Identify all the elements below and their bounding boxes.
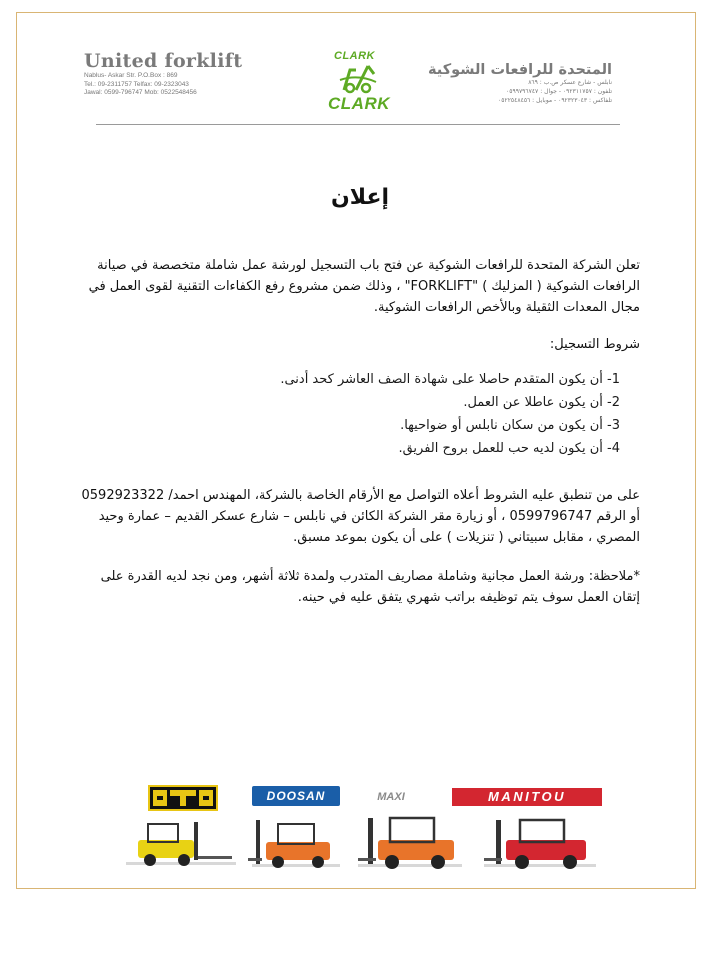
contact-paragraph — [70, 485, 640, 548]
address-arabic-line: نابلس - شارع عسكر ص.ب : ٨٦٩ — [528, 79, 612, 86]
condition-item: 2- أن يكون عاطلا عن العمل. — [463, 395, 620, 410]
forklift-yellow-icon — [120, 818, 240, 868]
address-english-line: Tel.: 09-2311757 Telfax: 09-2323043 — [84, 80, 189, 88]
condition-item: 3- أن يكون من سكان نابلس أو ضواحيها. — [400, 418, 620, 433]
condition-item: 4- أن يكون لديه حب للعمل بروح الفريق. — [398, 441, 620, 456]
manitou-logo: MANITOU — [452, 788, 602, 806]
address-arabic-line: تلفون : ٠٩٢٣١١٧٥٧ - جوال : ٠٥٩٩٧٩٦٧٤٧ — [506, 88, 612, 95]
clark-logo-text-top: CLARK — [334, 50, 375, 62]
contact-line: أو الرقم 0599796747 ، أو زيارة مقر الشركة الكائن في نابلس – شارع عسكر القديم – عمارة وحيد — [98, 509, 640, 524]
clark-emblem-icon — [336, 60, 380, 96]
conditions-heading-text: شروط التسجيل: — [549, 337, 640, 352]
maxi-logo: MAXI — [377, 791, 405, 803]
forklift-orange-small-icon — [248, 818, 344, 870]
note-line: إتقان العمل سوف يتم توظيفه براتب شهري يتفق عليه في حينه. — [297, 590, 640, 605]
intro-line: مجال المعدات الثقيلة وبالأخص الرافعات الشوكية. — [373, 300, 640, 315]
letterhead-english — [84, 50, 254, 98]
note-paragraph — [70, 566, 640, 608]
address-arabic-line: تلفاكس : ٠٩٢٣٢٣٠٤٣ - موبايل : ٠٥٢٢٥٤٨٤٥٦ — [498, 97, 612, 104]
clark-logo-text-bottom: CLARK — [328, 94, 390, 113]
company-name-english: United forklift — [84, 50, 243, 72]
intro-line: الرافعات الشوكية ( المزليك ) "FORKLIFT" ، وذلك ضمن مشروع رفع الكفاءات التقنية لقوى العمل في — [88, 279, 640, 294]
conditions-heading — [70, 334, 640, 355]
forklift-orange-large-icon — [354, 814, 466, 870]
conditions-list — [80, 368, 620, 460]
address-english-line: Jawal: 0599-796747 Mob: 0522548456 — [84, 89, 197, 96]
hyster-logo — [148, 785, 218, 811]
contact-line: على من تنطبق عليه الشروط أعلاه التواصل مع الأرقام الخاصة بالشركة، المهندس احمد/ 0592923322 — [81, 488, 640, 503]
forklift-red-icon — [480, 816, 600, 870]
hyster-emblem-icon — [150, 787, 216, 809]
note-line: *ملاحظة: ورشة العمل مجانية وشاملة مصاريف المتدرب ولمدة ثلاثة أشهر، ومن نجد لديه القدرة على — [100, 569, 640, 584]
doosan-logo: DOOSAN — [252, 786, 340, 806]
announcement-title: إعلان — [330, 185, 390, 210]
intro-line: تعلن الشركة المتحدة للرافعات الشوكية عن فتح باب التسجيل لورشة عمل شاملة متخصصة في صيانة — [97, 258, 640, 273]
letterhead-divider — [96, 124, 620, 125]
condition-item: 1- أن يكون المتقدم حاصلا على شهادة الصف العاشر كحد أدنى. — [280, 372, 620, 387]
contact-line: المصري ، مقابل سبيتاني ( تنزيلات ) على أن يكون بموعد مسبق. — [293, 530, 640, 545]
letterhead-arabic — [412, 62, 612, 105]
company-name-arabic: المتحدة للرافعات الشوكية — [428, 62, 612, 78]
intro-paragraph — [70, 255, 640, 318]
address-english-line: Nablus- Askar Str. P.O.Box : 869 — [84, 72, 178, 79]
clark-logo — [326, 46, 388, 118]
